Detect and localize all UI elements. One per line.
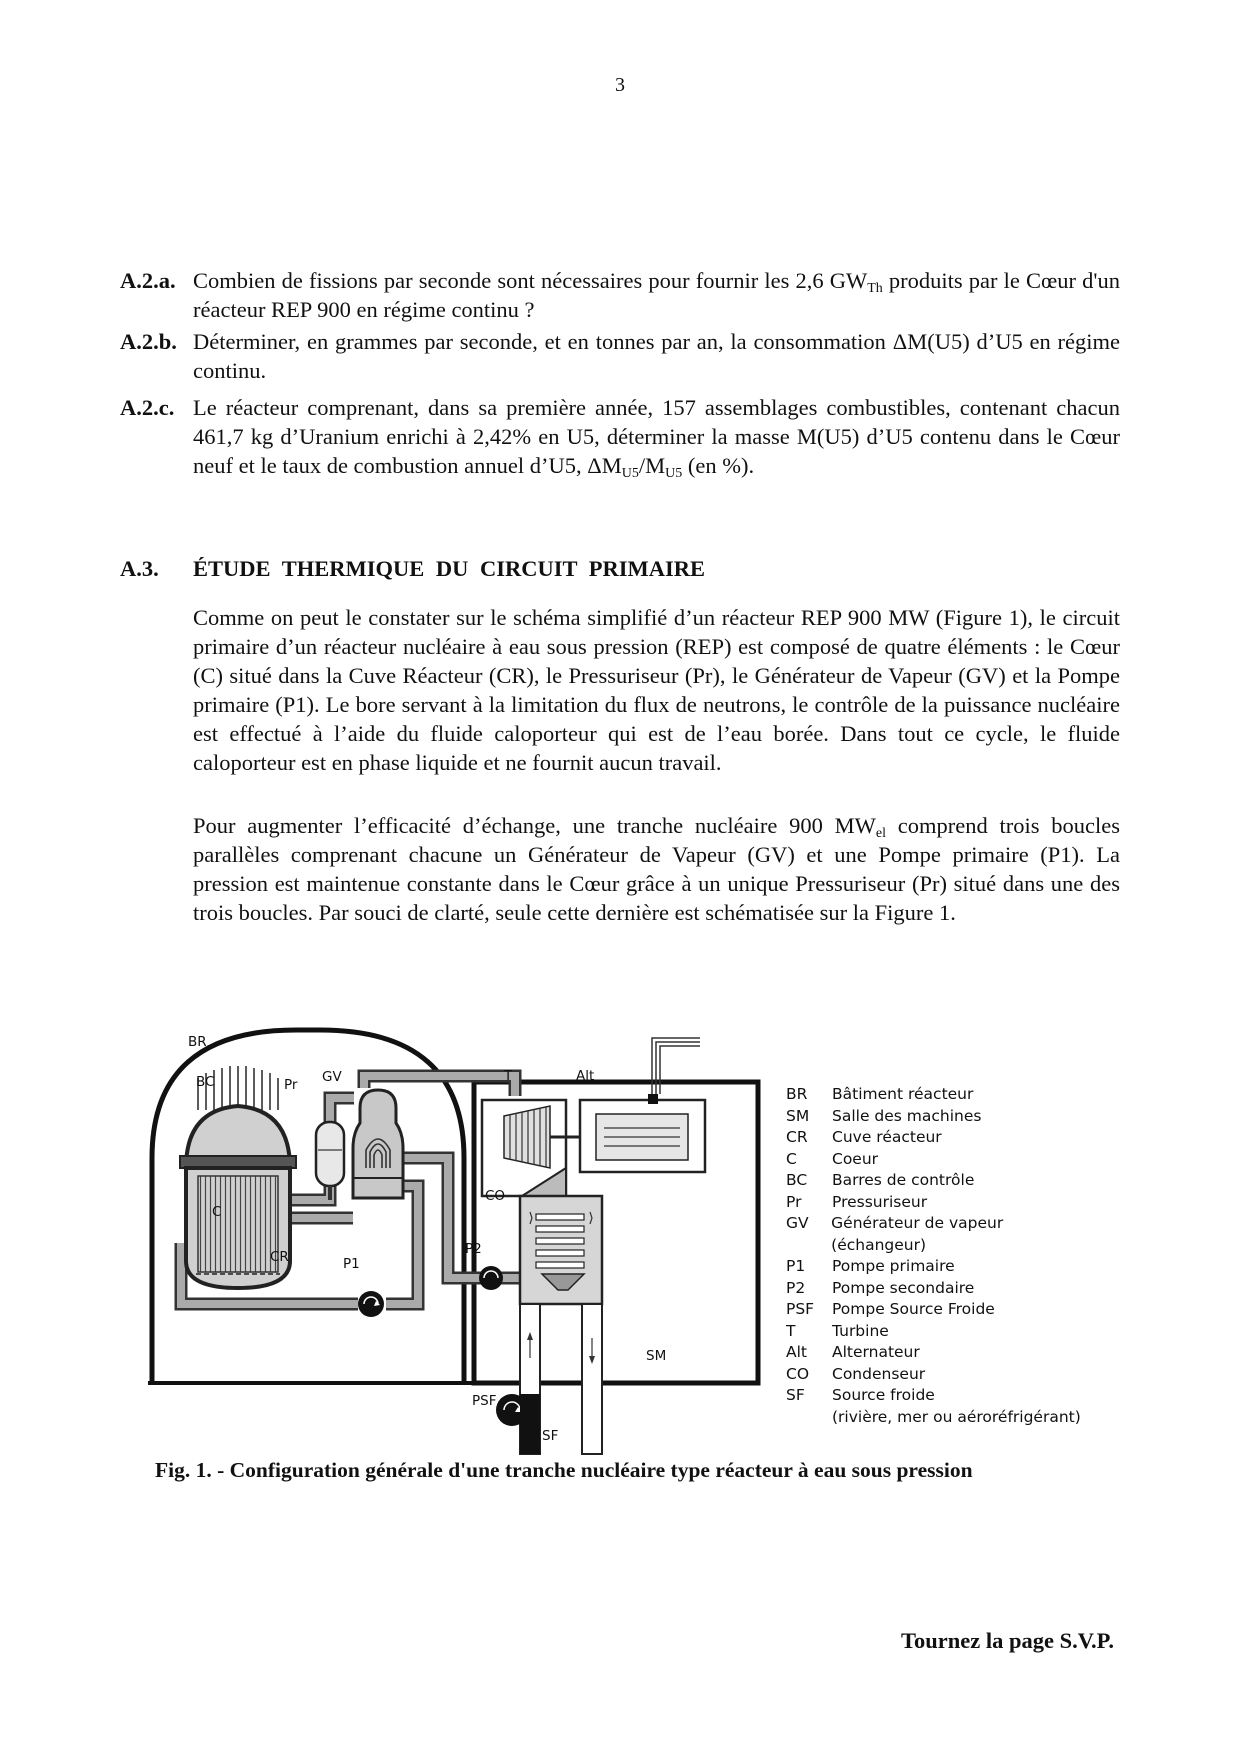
label-co: CO [485,1188,506,1204]
legend-row [786,1084,1098,1106]
legend-code: CO [786,1364,810,1383]
legend-desc: Pompe secondaire [832,1278,975,1297]
legend-desc: Barres de contrôle [832,1171,975,1189]
condenser [520,1168,602,1304]
legend-row [786,1170,1098,1192]
question-a2a [120,266,1120,324]
legend-desc: Pompe Source Froide [832,1300,995,1318]
question-a2b [120,327,1120,385]
legend-desc: Coeur [832,1149,879,1168]
subscript: Th [867,281,883,296]
figure-legend [786,1084,1098,1428]
label-psf: PSF [472,1393,497,1409]
legend-desc: Cuve réacteur [832,1128,942,1146]
legend-code: CR [786,1128,808,1146]
footer-turn-page: Tournez la page S.V.P. [901,1628,1114,1653]
label-gv: GV [322,1069,342,1085]
legend-code: SM [786,1106,810,1125]
section-title: ÉTUDE THERMIQUE DU CIRCUIT PRIMAIRE [193,556,705,581]
legend-row [786,1385,1098,1407]
legend-code: Pr [786,1192,802,1211]
subscript: U5 [665,466,683,481]
question-text: Déterminer, en grammes par seconde, et en tonnes par an, la consommation ΔM(U5) d’U5 en régime continu. [193,329,1120,383]
question-text-part: Le réacteur comprenant, dans sa première année, 157 assemblages combustibles, contenant chacun 461,7 kg d’Uranium enrichi à 2,42% en U5, déterminer la masse M(U5) d’U5 contenu dans le Cœur neuf et le taux de combustion annuel d’U5, ΔM [193,395,1120,478]
secondary-pump [479,1266,503,1290]
question-number: A.2.a. [120,268,176,293]
legend-code: Alt [786,1343,807,1361]
paragraph-1: Comme on peut le constater sur le schéma simplifié d’un réacteur REP 900 MW (Figure 1), le circuit primaire d’un réacteur nucléaire à eau sous pression (REP) est composé de quatre éléments : le Cœur (C) situé dans la Cuve Réacteur (CR), le Pressuriseur (Pr), le Générateur de Vapeur (GV) et la Pompe primaire (P1). Le bore servant à la limitation du flux de neutrons, le contrôle de la puissance nucléaire est effectué à l’aide du fluide caloporteur qui est de l’eau borée. Dans tout ce cycle, le fluide caloporteur est en phase liquide et ne fournit aucun travail. [193,605,1120,775]
legend-desc: Source froide [832,1386,935,1404]
section-heading [120,556,705,582]
subscript: U5 [621,466,639,481]
cold-source-pump [496,1394,540,1454]
legend-desc: Salle des machines [832,1106,982,1125]
legend-row [786,1278,1098,1300]
primary-pump [358,1291,384,1317]
legend-desc: Turbine [832,1321,889,1340]
legend-code: GV [786,1214,809,1232]
legend-row [786,1299,1098,1321]
legend-row [786,1149,1098,1171]
question-text [193,393,1120,480]
turbine-block [482,1094,705,1196]
question-a2c [120,393,1120,480]
legend-row [786,1213,1098,1256]
question-text [193,266,1120,324]
label-sf: SF [542,1428,559,1444]
legend-desc: Pressuriseur [832,1192,928,1211]
legend-code: P2 [786,1278,806,1297]
legend-note: (rivière, mer ou aéroréfrigérant) [832,1407,1081,1426]
legend-code: PSF [786,1300,815,1318]
figure-caption: Fig. 1. - Configuration générale d'une tranche nucléaire type réacteur à eau sous pression [155,1458,973,1482]
label-p1: P1 [343,1256,360,1272]
legend-desc: Condenseur [832,1364,926,1383]
steam-generator [353,1090,403,1198]
legend-desc: Pompe primaire [832,1257,955,1275]
paragraph-text-part: comprend trois boucles parallèles comprenant chacune un Générateur de Vapeur (GV) et une Pompe primaire (P1). La pression est maintenue constante dans le Cœur grâce à un unique Pressuriseur (Pr) situé dans une des trois boucles. Par souci de clarté, seule cette dernière est schématisée sur la Figure 1. [193,813,1120,925]
label-c: C [212,1204,222,1220]
section-number: A.3. [120,556,159,581]
legend-code: SF [786,1386,805,1404]
legend-desc: Générateur de vapeur (échangeur) [831,1214,1004,1254]
page-number: 3 [615,74,625,96]
label-p2: P2 [465,1241,482,1257]
label-pr: Pr [284,1077,298,1093]
label-cr: CR [270,1249,289,1265]
legend-row [786,1321,1098,1343]
paragraph-2 [193,811,1120,927]
power-lines [652,1038,700,1094]
label-sm: SM [646,1348,667,1364]
legend-row [786,1192,1098,1214]
reactor-core [198,1176,278,1272]
paragraph-text-part: Pour augmenter l’efficacité d’échange, une tranche nucléaire 900 MW [193,813,876,838]
figure-1 [148,1018,1098,1458]
legend-code: T [786,1321,796,1340]
legend-desc: Bâtiment réacteur [832,1085,974,1103]
label-br: BR [188,1034,207,1050]
question-number: A.2.b. [120,329,177,354]
question-text-part: (en %). [682,453,755,478]
question-number: A.2.c. [120,395,175,420]
legend-row [786,1342,1098,1364]
legend-row [786,1106,1098,1128]
question-text-part: Combien de fissions par seconde sont nécessaires pour fournir les 2,6 GW [193,268,868,293]
legend-code: C [786,1149,797,1168]
legend-desc: Alternateur [832,1343,920,1361]
legend-row [786,1364,1098,1386]
label-bc: BC [196,1074,215,1090]
legend-code: BR [786,1085,808,1103]
pressurizer [316,1122,344,1200]
legend-row [786,1127,1098,1149]
label-t: T [504,1068,513,1084]
question-text-part: produits par le Cœur d'un réacteur REP 900 en régime continu ? [193,268,1120,322]
legend-code: P1 [786,1257,806,1275]
legend-code: BC [786,1171,808,1189]
question-text-part: /M [638,453,666,478]
label-alt: Alt [576,1068,595,1084]
subscript: el [875,826,886,841]
legend-row [786,1256,1098,1278]
